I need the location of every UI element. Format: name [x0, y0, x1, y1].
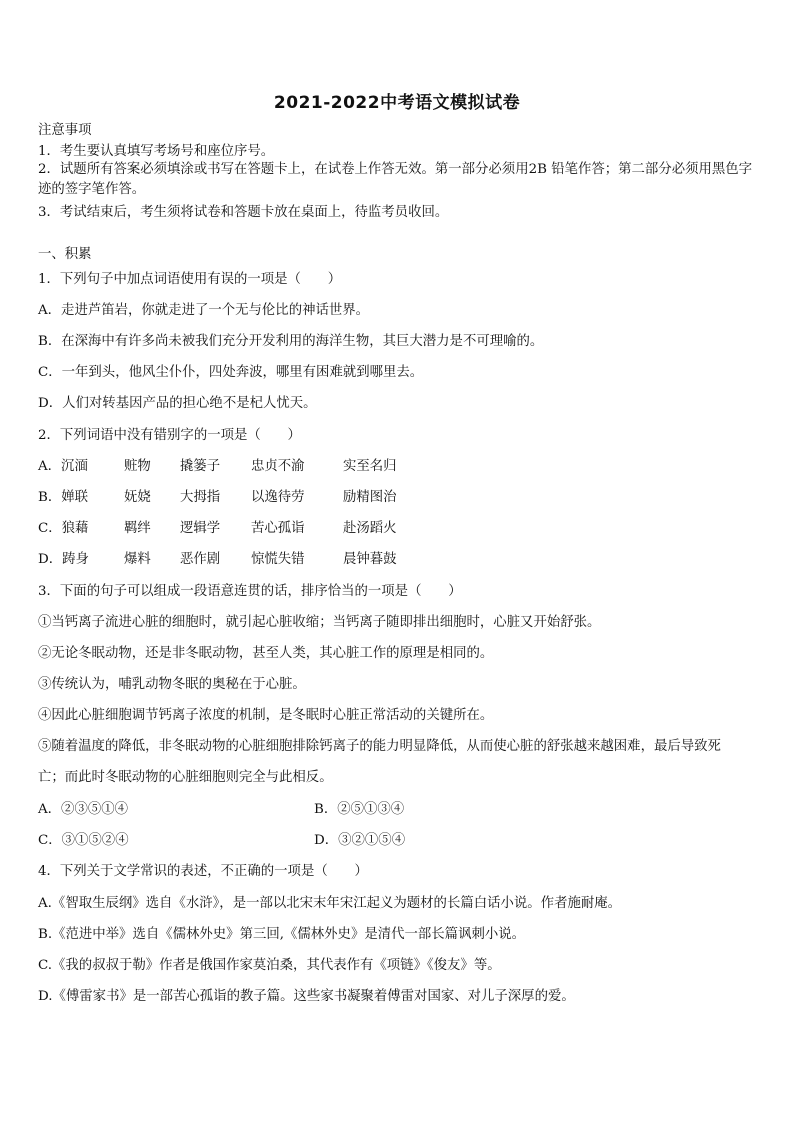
q2-word: 爆料: [124, 552, 151, 567]
q3-option-b: B．②⑤①③④: [314, 802, 405, 817]
q1-option-d: D．人们对转基因产品的担心绝不是杞人忧天。: [38, 396, 317, 411]
section-heading: 一、积累: [38, 247, 92, 262]
page-title: 2021-2022中考语文模拟试卷: [273, 93, 521, 113]
q2-row-label: A．沉湎: [38, 459, 88, 474]
q2-word: 撬篓子: [180, 459, 221, 474]
q3-sentence-1: ①当钙离子流进心脏的细胞时，就引起心脏收缩；当钙离子随即排出细胞时，心脏又开始舒张。: [38, 615, 601, 630]
q2-row-label: C．狼藉: [38, 521, 89, 536]
q2-word: 以逸待劳: [251, 490, 305, 505]
q3-option-c: C．③①⑤②④: [38, 833, 129, 848]
q3-option-a: A．②③⑤①④: [38, 802, 129, 817]
q1-option-a: A．走进芦笛岩，你就走进了一个无与伦比的神话世界。: [38, 303, 370, 318]
q4-option-b: B.《范进中举》选自《儒林外史》第三回,《儒林外史》是清代一部长篇讽刺小说。: [38, 927, 526, 942]
q2-word: 实至名归: [343, 459, 397, 474]
q3-sentence-3: ③传统认为，哺乳动物冬眠的奥秘在于心脏。: [38, 677, 306, 692]
q2-word: 励精图治: [343, 490, 397, 505]
notice-item-1: 1．考生要认真填写考场号和座位序号。: [38, 144, 275, 159]
q2-word: 惊慌失错: [251, 552, 305, 567]
q1-option-c: C．一年到头，他风尘仆仆，四处奔波，哪里有困难就到哪里去。: [38, 365, 424, 380]
q2-word: 晨钟暮鼓: [343, 552, 397, 567]
notice-heading: 注意事项: [38, 123, 92, 138]
q4-option-c: C.《我的叔叔于勒》作者是俄国作家莫泊桑，其代表作有《项链》《俊友》等。: [38, 958, 501, 973]
q2-word: 羁绊: [124, 521, 151, 536]
q3-sentence-2: ②无论冬眠动物，还是非冬眠动物，甚至人类，其心脏工作的原理是相同的。: [38, 646, 494, 661]
q2-word: 逻辑学: [180, 521, 221, 536]
q3-sentence-4: ④因此心脏细胞调节钙离子浓度的机制，是冬眠时心脏正常活动的关键所在。: [38, 708, 494, 723]
q3-option-d: D．③②①⑤④: [314, 833, 406, 848]
q3-sentence-5: ⑤随着温度的降低，非冬眠动物的心脏细胞排除钙离子的能力明显降低，从而使心脏的舒张越来越困难，最后导致死: [38, 739, 721, 754]
q2-word: 赃物: [124, 459, 151, 474]
q4-stem: 4．下列关于文学常识的表述，不正确的一项是（ ）: [38, 864, 368, 879]
q1-option-b: B．在深海中有许多尚未被我们充分开发利用的海洋生物，其巨大潜力是不可理喻的。: [38, 334, 544, 349]
q2-word: 恶作剧: [180, 552, 221, 567]
q2-stem: 2．下列词语中没有错别字的一项是（ ）: [38, 428, 301, 443]
q2-word: 赴汤蹈火: [343, 521, 397, 536]
q3-sentence-5-cont: 亡；而此时冬眠动物的心脏细胞则完全与此相反。: [38, 770, 333, 785]
q2-word: 苦心孤诣: [251, 521, 305, 536]
q2-word: 忠贞不渝: [251, 459, 305, 474]
notice-item-2: 2．试题所有答案必须填涂或书写在答题卡上，在试卷上作答无效。第一部分必须用2B 铅笔作答；第二部分必须用黑色字迹的签字笔作答。: [38, 162, 753, 197]
q2-word: 大拇指: [180, 490, 221, 505]
q2-word: 妩娆: [124, 490, 151, 505]
q4-option-d: D.《傅雷家书》是一部苦心孤诣的教子篇。这些家书凝聚着傅雷对国家、对儿子深厚的爱。: [38, 989, 575, 1004]
q1-stem: 1．下列句子中加点词语使用有误的一项是（ ）: [38, 272, 342, 287]
q2-row-label: B．婵联: [38, 490, 89, 505]
q3-stem: 3．下面的句子可以组成一段语意连贯的话，排序恰当的一项是（ ）: [38, 584, 462, 599]
notice-item-3: 3．考试结束后，考生须将试卷和答题卡放在桌面上，待监考员收回。: [38, 205, 449, 220]
q4-option-a: A.《智取生辰纲》选自《水浒》，是一部以北宋末年宋江起义为题材的长篇白话小说。作者施耐庵。: [38, 896, 622, 911]
q2-row-label: D．踌身: [38, 552, 89, 567]
